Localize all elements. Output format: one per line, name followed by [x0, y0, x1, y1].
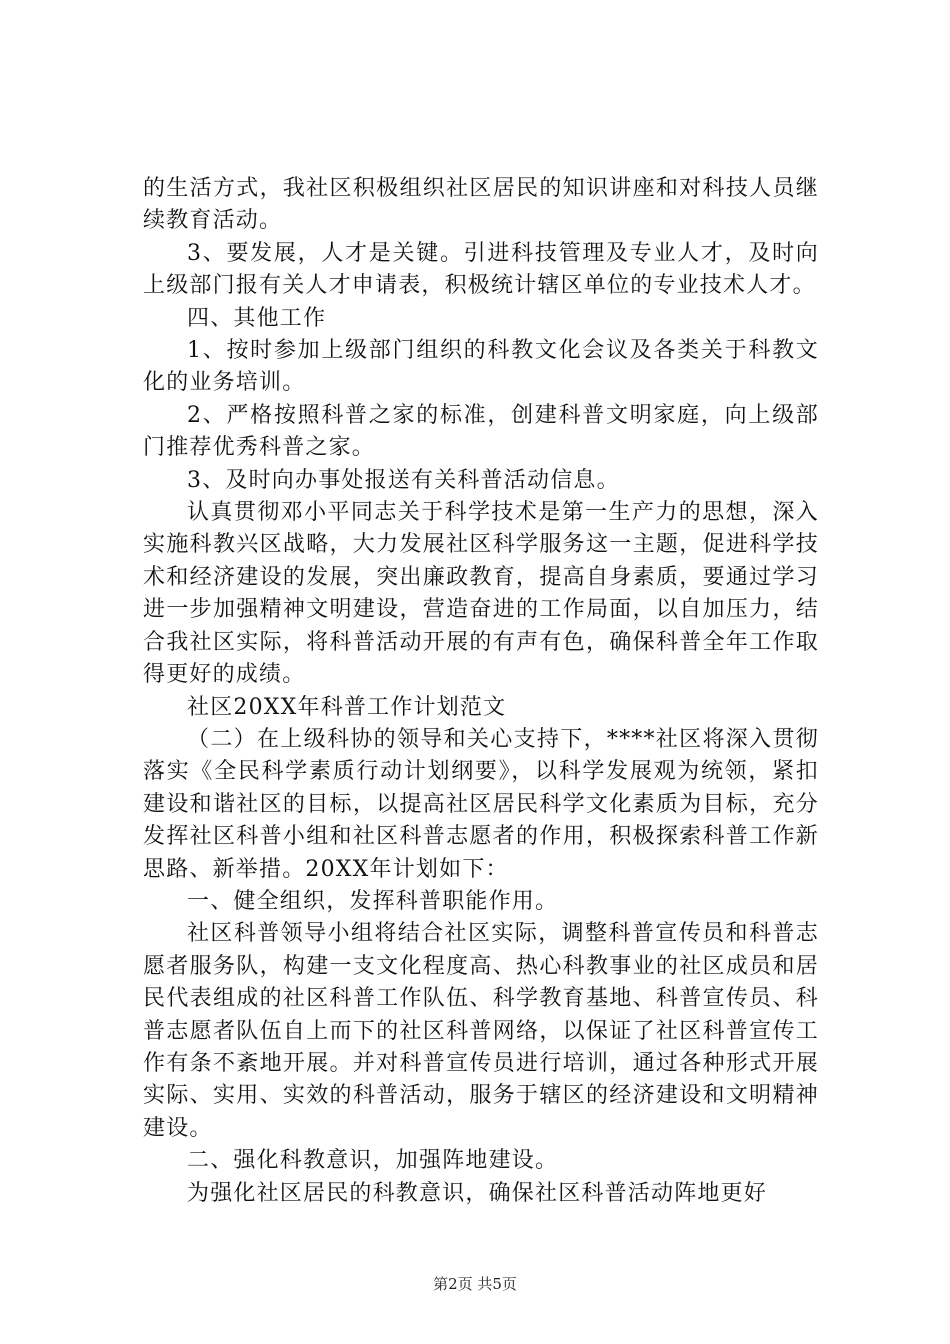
paragraph: 的生活方式，我社区积极组织社区居民的知识讲座和对科技人员继续教育活动。 — [143, 176, 819, 234]
section-heading: 二、强化科教意识，加强阵地建设。 — [187, 1148, 559, 1174]
paragraph: 社区科普领导小组将结合社区实际，调整科普宣传员和科普志愿者服务队，构建一支文化程度高、热心科教事业的社区成员和居民代表组成的社区科普工作队伍、科学教育基地、科普宣传员、科普志愿者队伍自上而下的社区科普网络，以保证了社区科普宣传工作有条不紊地开展。并对科普宣传员进行培训，通过各种形式开展实际、实用、实效的科普活动，服务于辖区的经济建设和文明精神建设。 — [143, 921, 819, 1141]
paragraph: 认真贯彻邓小平同志关于科学技术是第一生产力的思想，深入实施科教兴区战略，大力发展社区科学服务这一主题，促进科学技术和经济建设的发展，突出廉政教育，提高自身素质，要通过学习进一步加强精神文明建设，营造奋进的工作局面，以自加压力，结合我社区实际，将科普活动开展的有声有色，确保科普全年工作取得更好的成绩。 — [143, 500, 819, 688]
document-body — [143, 173, 819, 1210]
section-heading: 一、健全组织，发挥科普职能作用。 — [187, 888, 559, 914]
page-footer: 第2页 共5页 — [433, 1275, 517, 1293]
paragraph: 3、要发展，人才是关键。引进科技管理及专业人才，及时向上级部门报有关人才申请表，积极统计辖区单位的专业技术人才。 — [143, 240, 819, 299]
paragraph: 3、及时向办事处报送有关科普活动信息。 — [187, 467, 620, 493]
paragraph: 1、按时参加上级部门组织的科教文化会议及各类关于科教文化的业务培训。 — [143, 338, 819, 396]
section-heading: 四、其他工作 — [187, 305, 327, 331]
document-subtitle: 社区20XX年科普工作计划范文 — [187, 694, 507, 720]
paragraph: 为强化社区居民的科教意识，确保社区科普活动阵地更好 — [187, 1180, 768, 1206]
paragraph: （二）在上级科协的领导和关心支持下，****社区将深入贯彻落实《全民科学素质行动计划纲要》，以科学发展观为统领，紧扣建设和谐社区的目标，以提高社区居民科学文化素质为目标，充分发挥社区科普小组和社区科普志愿者的作用，积极探索科普工作新思路、新举措。20XX年计划如下： — [143, 726, 819, 882]
paragraph: 2、严格按照科普之家的标准，创建科普文明家庭，向上级部门推荐优秀科普之家。 — [143, 402, 819, 461]
